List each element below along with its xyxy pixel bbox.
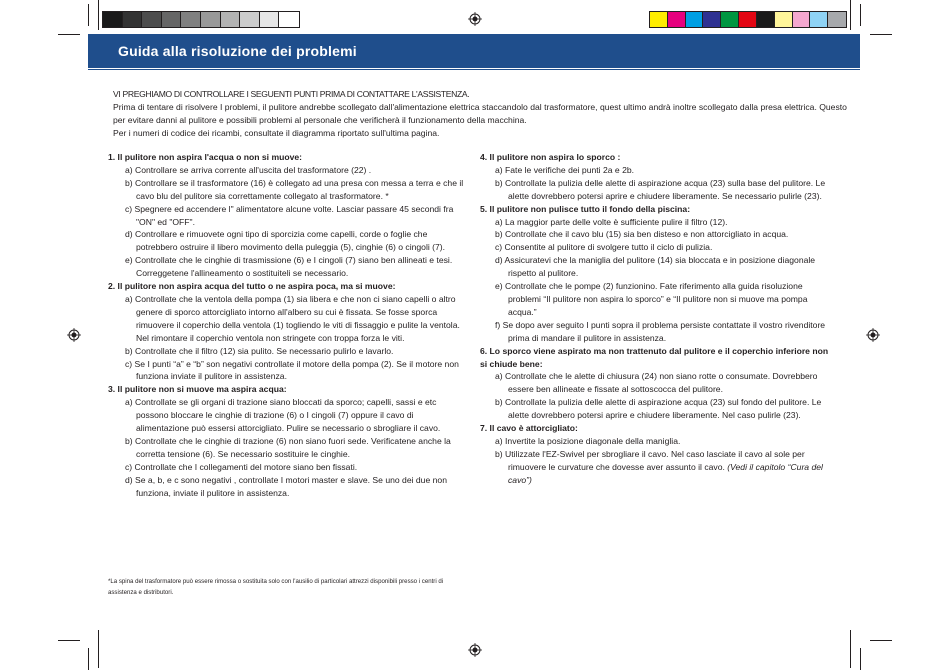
crop-mark xyxy=(870,640,892,641)
list-item-text: b) Utilizzate l'EZ-Swivel per sbrogliare il cavo. Nel caso lasciate il cavo al sole per rimuovere le curvature che dovesse aver assunto il cavo. xyxy=(495,448,805,472)
color-swatch xyxy=(650,12,668,27)
registration-mark-icon xyxy=(67,328,81,342)
color-swatch xyxy=(221,12,241,27)
list-item: a) Fate le verifiche dei punti 2a e 2b. xyxy=(495,164,635,175)
list-item: a) Invertite la posizione diagonale della maniglia. xyxy=(495,435,681,446)
grayscale-calibration-bar xyxy=(102,11,300,28)
list-item: b) Controllate la pulizia delle alette di aspirazione acqua (23) sul fondo del pulitore. Le alette dovrebbero potersi aprire e chiudere liberamente. Nel caso pulirle (23). xyxy=(495,397,822,421)
color-swatch xyxy=(703,12,721,27)
list-item: c) Spegnere ed accendere l" alimentatore alcune volte. Lasciar passare 45 secondi fra "ON" ed "OFF". xyxy=(125,203,454,227)
list-item: a) Controllate che la ventola della pompa (1) sia libera e che non ci siano capelli o altro genere di sporco attorcigliato intorno all'albero su cui è fissata. Se fosse sporca rimuovere il coperchio della ventola (1) togliendo le viti di fissaggio e pulite la ventola. Nel rimontare il coperchio ventola non stringete con troppa forza le viti. xyxy=(125,293,460,343)
color-swatch xyxy=(757,12,775,27)
list-item: d) Assicuratevi che la maniglia del pulitore (14) sia bloccata e in posizione diagonale rispetto al pulitore. xyxy=(495,255,816,279)
page-title: Guida alla risoluzione dei problemi xyxy=(118,43,357,59)
list-item: a) Controllate che le alette di chiusura (24) non siano rotte o consumate. Dovrebbero essere ben allineate e fissate al sottoscocca del pulitore. xyxy=(495,371,818,395)
list-item: f) Se dopo aver seguito I punti sopra il problema persiste contattate il vostro rivenditore prima di mandare il pulitore in assistenza. xyxy=(495,319,826,343)
list-item xyxy=(480,448,835,487)
footnote: *La spina del trasformatore può essere rimossa o sostituita solo con l'ausilio di particolari attrezzi disponibili presso i centri di assistenza e distributori. xyxy=(108,578,444,596)
list-item: e) Controllate che le pompe (2) funzionino. Fate riferimento alla guida risoluzione problemi “Il pulitore non aspira lo sporco” e “Il pulitore non si muove ma pompa acqua.” xyxy=(495,281,808,317)
color-swatch xyxy=(828,12,846,27)
color-swatch xyxy=(279,12,299,27)
color-swatch xyxy=(123,12,143,27)
list-item: c) Consentite al pulitore di svolgere tutto il ciclo di pulizia. xyxy=(495,242,713,253)
color-swatch xyxy=(793,12,811,27)
color-swatch xyxy=(162,12,182,27)
list-item: e) Controllate che le cinghie di trasmissione (6) e I cingoli (7) siano ben allineati e tesi. Correggetene l'allineamento o sostituiteli se necessario. xyxy=(125,255,453,279)
list-item: d) Se a, b, e c sono negativi , controllate I motori master e slave. Se uno dei due non funziona, inviate il pulitore in assistenza. xyxy=(125,474,447,498)
crop-mark xyxy=(850,630,851,668)
color-swatch xyxy=(201,12,221,27)
list-item: b) Controllate che le cinghie di trazione (6) non siano fuori sede. Verificatene anche la corretta tensione (6). Se necessario sostituire le cinghie. xyxy=(125,435,451,459)
color-swatch xyxy=(739,12,757,27)
page-header xyxy=(88,34,860,68)
crop-mark xyxy=(98,0,99,30)
list-item: b) Controllare se il trasformatore (16) è collegato ad una presa con messa a terra e che il cavo blu del pulitore sia correttamente collegato al trasformatore. * xyxy=(125,177,464,201)
intro-block xyxy=(113,88,848,140)
right-column xyxy=(480,151,835,487)
registration-mark-icon xyxy=(866,328,880,342)
left-column xyxy=(108,151,468,499)
color-swatch xyxy=(810,12,828,27)
section-title: 3. Il pulitore non si muove ma aspira acqua: xyxy=(108,384,287,395)
crop-mark xyxy=(870,34,892,35)
crop-mark xyxy=(850,0,851,30)
list-item: b) Controllate che il cavo blu (15) sia ben disteso e non attorcigliato in acqua. xyxy=(495,229,789,240)
intro-warning: VI PREGHIAMO DI CONTROLLARE I SEGUENTI PUNTI PRIMA DI CONTATTARE L'ASSISTENZA. xyxy=(113,89,470,99)
section-title: 6. Lo sporco viene aspirato ma non trattenuto dal pulitore e il coperchio inferiore non si chiude bene: xyxy=(480,345,829,369)
color-swatch xyxy=(103,12,123,27)
list-item: d) Controllare e rimuovete ogni tipo di sporcizia come capelli, corde o foglie che potrebbero ostruire il libero movimento della puleggia (5), cinghie (6) o cingoli (7). xyxy=(125,229,446,253)
color-swatch xyxy=(668,12,686,27)
crop-mark xyxy=(98,630,99,668)
color-calibration-bar xyxy=(649,11,847,28)
list-item: a) Controllare se arriva corrente all'uscita del trasformatore (22) . xyxy=(125,164,372,175)
crop-mark xyxy=(88,4,89,26)
color-swatch xyxy=(721,12,739,27)
registration-mark-icon xyxy=(468,643,482,657)
header-divider xyxy=(88,69,860,70)
list-item: c) Controllate che I collegamenti del motore siano ben fissati. xyxy=(125,461,358,472)
section-title: 7. Il cavo è attorcigliato: xyxy=(480,423,578,434)
color-swatch xyxy=(775,12,793,27)
color-swatch xyxy=(142,12,162,27)
intro-paragraph: Prima di tentare di risolvere I problemi, il pulitore andrebbe scollegato dall'alimentazione elettrica staccandolo dal trasformatore, quest ultimo andrà inoltre scollegato dalla presa elettrica. Questo per evitare danni al pulitore e possibili problemi al personale che verificherà il funzionamento della macchina. xyxy=(113,101,847,125)
color-swatch xyxy=(260,12,280,27)
crop-mark xyxy=(58,34,80,35)
section-title: 4. Il pulitore non aspira lo sporco : xyxy=(480,152,621,162)
list-item: a) La maggior parte delle volte è sufficiente pulire il filtro (12). xyxy=(495,216,728,227)
section-title: 1. Il pulitore non aspira l'acqua o non si muove: xyxy=(108,152,303,162)
intro-parts-note: Per i numeri di codice dei ricambi, consultate il diagramma riportato sull'ultima pagina. xyxy=(113,127,440,138)
list-item: b) Controllate che il filtro (12) sia pulito. Se necessario pulirlo e lavarlo. xyxy=(125,345,394,356)
crop-mark xyxy=(860,4,861,26)
cable-care-reference: (Vedi il capitolo “Cura del cavo”) xyxy=(508,461,823,485)
color-swatch xyxy=(240,12,260,27)
crop-mark xyxy=(860,648,861,670)
list-item: c) Se I punti “a” e “b” son negativi controllate il motore della pompa (2). Se il motore non funziona inviate il pulitore in assistenza. xyxy=(125,358,459,382)
section-title: 5. Il pulitore non pulisce tutto il fondo della piscina: xyxy=(480,203,691,214)
list-item: b) Controllate la pulizia delle alette di aspirazione acqua (23) sulla base del pulitore. Le alette dovrebbero potersi aprire e chiudere liberamente. Se necessario pulirle (23). xyxy=(495,177,826,201)
list-item: a) Controllate se gli organi di trazione siano bloccati da sporco; capelli, sassi e etc possono bloccare le cinghie di trazione (6) o I cingoli (7) oppure il cavo di alimentazione può essersi attorcigliato. Pulire se necessario o sbrogliare il cavo. xyxy=(125,397,441,434)
color-swatch xyxy=(181,12,201,27)
color-swatch xyxy=(686,12,704,27)
registration-mark-icon xyxy=(468,12,482,26)
crop-mark xyxy=(88,648,89,670)
crop-mark xyxy=(58,640,80,641)
section-title: 2. Il pulitore non aspira acqua del tutto o ne aspira poca, ma si muove: xyxy=(108,281,396,292)
